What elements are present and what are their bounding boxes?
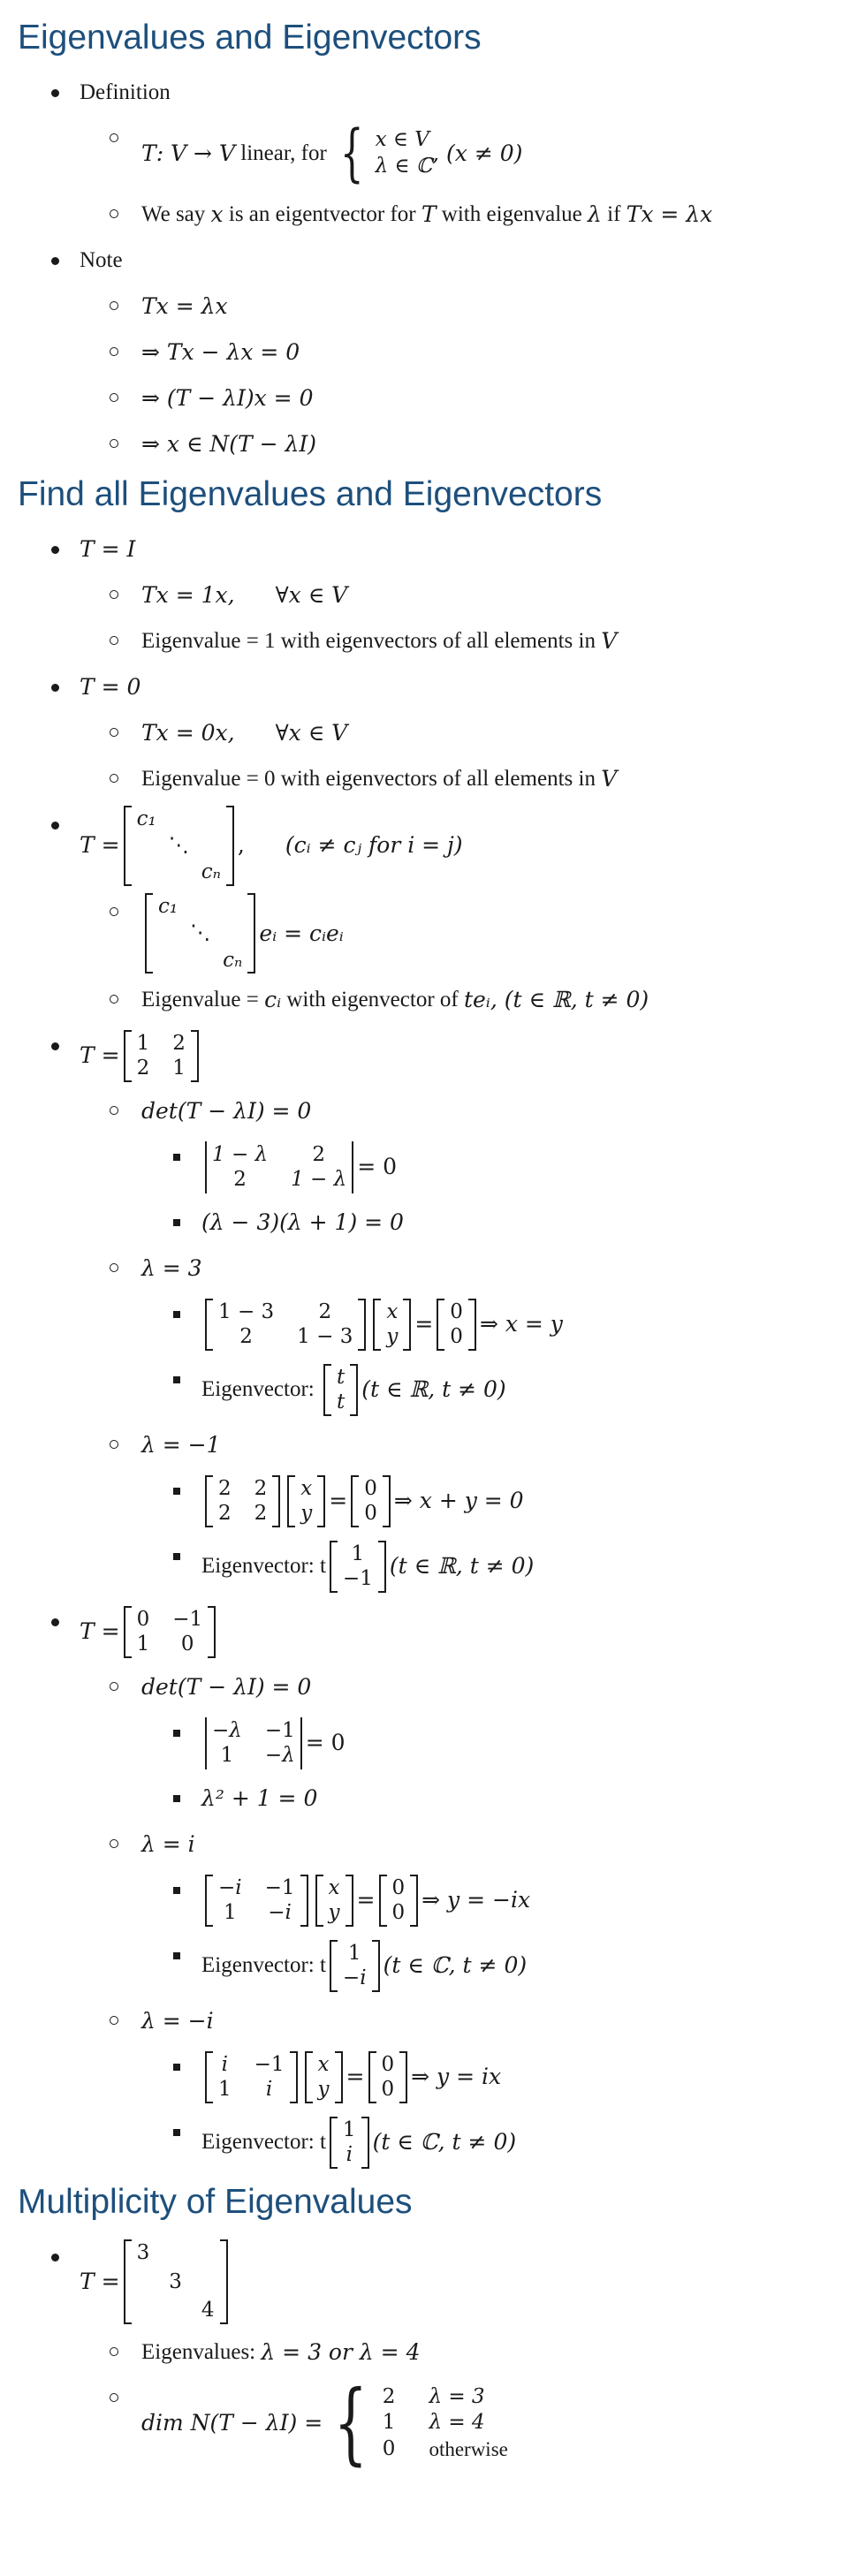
c2-a: Tx = 0x, [141,719,235,746]
c5-det-item [80,1664,843,1822]
c5-l1-res: ⇒ y = −ix [422,1887,531,1913]
def-cases: { x ∈ V λ ∈ ℂ [339,117,433,190]
c4-l2-y: y [300,1502,313,1526]
mult-case [18,2234,843,2475]
c4-m-3: 1 [172,1057,186,1080]
c5-l1-eq-item [141,1868,843,1933]
c5-matrix [124,1606,216,1658]
c5-l1-vec-1: −i [342,1966,367,1990]
c4-l1-xy [373,1299,411,1351]
c5-l1m-1: −1 [264,1875,295,1899]
c4-fact-item [141,1200,843,1246]
c4-detm-1: 2 [312,1142,325,1166]
case-zero [18,664,843,802]
section-2-list [18,527,843,2176]
c5-l1-zero [379,1875,419,1927]
c4-det-item [80,1088,843,1246]
c5-poly-item [141,1776,843,1822]
c4-l2-xy [287,1475,325,1527]
case-diagonal-a [80,890,843,977]
c5-l2-eqsign: = [346,2064,365,2090]
def-linear-text: linear, for [235,140,333,165]
c4-l2-z1: 0 [364,1502,377,1526]
c1-b-V: V [601,627,618,654]
def-T: T [141,140,156,166]
c5-lambda-mi [80,1998,843,2175]
def-cond: , (x ≠ 0) [432,140,523,166]
c5-l2m-0: i [221,2052,228,2076]
section-3-list [18,2234,843,2475]
diag2-c1: c₁ [158,894,178,918]
case-zero-head: T = 0 [80,673,141,700]
c5-l2-res: ⇒ y = ix [411,2064,502,2090]
c4-l1-vec-0: t [336,1365,346,1389]
c4-l2-vec [330,1541,386,1593]
diag2-cn: cₙ [223,948,243,972]
c4-l2-ev-item [141,1534,843,1599]
c4-l2-cond: (t ∈ ℝ, t ≠ 0) [389,1553,535,1580]
c4-l1-eqsign: = [414,1311,434,1337]
c4-lambda-m1 [80,1422,843,1599]
c4-detm-2: 2 [233,1168,247,1192]
s3-ev-vals: λ = 3 or λ = 4 [261,2339,421,2366]
note-label: Note [80,247,123,272]
c5-det-matrix-item [141,1710,843,1776]
c4-l2-ev: Eigenvector: t [201,1554,326,1579]
definition-linear [80,116,843,192]
note-1 [80,284,843,330]
c5-l1-xy [315,1875,353,1927]
diag-cn: cₙ [201,860,221,884]
c5-l2-z0: 0 [381,2052,395,2076]
c5-l2-y: y [317,2078,330,2102]
s3-head: T = [80,2269,120,2295]
c5-m-1: −1 [172,1607,203,1631]
c5-l2-vec-0: 1 [342,2118,356,2141]
c5-lambda-i [80,1822,843,1998]
c4-l1-vec [323,1364,358,1416]
c5-det: det(T − λI) = 0 [141,1674,312,1701]
c4-head: T = [80,1042,120,1069]
c5-l1-cond: (t ∈ ℂ, t ≠ 0) [383,1952,528,1979]
we-say-a: We say [141,201,211,226]
c5-l1m-2: 1 [224,1901,237,1925]
c4-l1m-3: 1 − 3 [297,1325,353,1349]
c4-m-2: 2 [136,1057,150,1080]
c4-detm-0: 1 − λ [212,1142,269,1166]
diag-c1: c₁ [136,807,156,830]
c5-detm-3: −λ [264,1744,295,1768]
c5-detm-2: 1 [220,1744,234,1768]
c4-l1-ev-item [141,1357,843,1422]
c5-poly: λ² + 1 = 0 [201,1785,318,1812]
c5-l1: λ = i [141,1831,195,1858]
c5-l2-xy [305,2051,343,2103]
diag-matrix-2 [145,893,255,974]
c4-l1-cond: (t ∈ ℝ, t ≠ 0) [361,1376,506,1403]
c2-b-text: Eigenvalue = 0 with eigenvectors of all elements in [141,766,602,791]
c4-l1m-2: 2 [239,1325,253,1349]
c5-l2-ev: Eigenvector: t [201,2130,326,2155]
c5-l1-eqsign: = [356,1887,376,1913]
case-diagonal-b [80,977,843,1023]
c1-a2: ∀x ∈ V [275,581,348,608]
case-identity [18,527,843,664]
c5-l2-vec-1: i [346,2143,353,2167]
c3-a-tail: eᵢ = cᵢeᵢ [259,920,344,946]
note-4 [80,421,843,467]
definition-we-say [80,192,843,238]
note-4-text: ⇒ x ∈ N(T − λI) [141,430,317,457]
s3-case-0-cond: λ = 3 [429,2384,485,2408]
c3-tail: , [237,832,245,859]
case-diagonal [18,802,843,1024]
c5-m-0: 0 [136,1607,150,1631]
c4-l1: λ = 3 [141,1255,202,1282]
section-title-eigen: Eigenvalues and Eigenvectors [18,19,482,57]
c5-detm-1: −1 [264,1718,295,1742]
c5-l2-vec [330,2117,369,2169]
c4-fact: (λ − 3)(λ + 1) = 0 [201,1209,404,1236]
c4-l1m-0: 1 − 3 [218,1299,275,1323]
c3-b-c: , (t ∈ ℝ, t ≠ 0) [490,987,649,1013]
c4-l1-res: ⇒ x = y [479,1311,563,1337]
c4-l1m-1: 2 [318,1299,332,1323]
c5-detm-0: −λ [212,1718,242,1742]
c5-l1-z0: 0 [391,1875,406,1899]
definition-label: Definition [80,80,171,104]
c3-b-a: Eigenvalue = [141,988,265,1012]
s3-case-1-cond: λ = 4 [429,2411,485,2435]
c4-m-1: 2 [172,1031,186,1055]
c4-l1-ev: Eigenvector: [201,1377,320,1402]
c4-l2m-2: 2 [218,1502,232,1526]
c5-l1m-3: −i [268,1901,292,1925]
c3-b-b: with eigenvector of [281,988,464,1012]
c5-m-3: 0 [180,1633,194,1656]
c5-l2-x: x [317,2052,330,2076]
c5-l2-matrix [205,2051,298,2103]
c4-l1-y: y [386,1325,399,1349]
c4-l2-eq-item [141,1468,843,1534]
c4-l1-x: x [386,1299,399,1323]
s3-diag-1: 3 [169,2269,182,2293]
s3-dim [80,2371,843,2475]
c3-b-ci: cᵢ [264,987,282,1013]
c4-l2m-1: 2 [254,1476,268,1500]
c4-det-matrix-item [141,1134,843,1200]
c5-l2m-1: −1 [254,2052,285,2076]
s3-case-1-val: 1 [382,2411,396,2435]
we-say-d: if [601,201,627,226]
c2-b-V: V [601,765,618,792]
c5-l1-x: x [328,1875,340,1899]
section-title-multiplicity: Multiplicity of Eigenvalues [18,2183,413,2222]
c5-l1-ev-item [141,1933,843,1998]
c5-head: T = [80,1618,120,1645]
def-case-2: λ ∈ ℂ [375,154,433,178]
note-2-text: ⇒ Tx − λx = 0 [141,338,300,365]
s3-diag-matrix [124,2239,228,2323]
c5-m-2: 1 [136,1633,150,1656]
c4-m-0: 1 [136,1031,150,1055]
c4-l1-z1: 0 [450,1325,463,1349]
c4-l2m-0: 2 [218,1476,232,1500]
note-3-text: ⇒ (T − λI)x = 0 [141,384,314,411]
note-1-text: Tx = λx [141,292,228,319]
note-item [18,238,843,467]
c5-l2-z1: 0 [381,2078,395,2102]
c4-det-eq: = 0 [357,1154,398,1180]
c5-l2-eq-item [141,2044,843,2110]
c5-l1-vec [330,1940,380,1992]
c5-l1-z1: 0 [391,1901,406,1925]
c4-l1-matrix [205,1299,366,1351]
section-1-list [18,70,843,467]
c5-l2: λ = −i [141,2008,214,2034]
case-identity-head: T = I [80,535,136,562]
we-say-c: with eigenvalue [436,201,589,226]
c3-b-tei: teᵢ [463,987,490,1013]
case-identity-a [80,572,843,618]
c4-l2: λ = −1 [141,1432,221,1458]
note-2 [80,330,843,375]
c4-l2-z0: 0 [364,1476,377,1500]
c5-l2m-2: 1 [218,2078,232,2102]
s3-eigenvalues [80,2330,843,2375]
s3-dim-label: dim N(T − λI) = [141,2410,323,2436]
c3-head: T = [80,832,120,859]
case-rotation [18,1599,843,2175]
c4-lambda-3 [80,1246,843,1422]
def-case-1: x ∈ V [375,128,429,152]
c4-l2-zero [351,1475,391,1527]
we-say-b: is an eigentvector for [223,201,422,226]
c4-l1-eq-item [141,1292,843,1357]
c2-a2: ∀x ∈ V [275,719,348,746]
c4-l1-zero [437,1299,476,1351]
c1-b-text: Eigenvalue = 1 with eigenvectors of all elements in [141,628,602,653]
case-identity-b [80,618,843,664]
s3-dim-cases: { 2 λ = 3 1 λ = 4 0 otherwise [333,2371,508,2475]
c5-l2m-3: i [265,2078,273,2102]
def-map: : V → V [156,140,236,166]
case-symmetric [18,1023,843,1599]
we-say-lambda: λ [588,201,602,227]
c1-a: Tx = 1x, [141,581,235,608]
c4-l2-x: x [300,1476,313,1500]
c5-l2-cond: (t ∈ ℂ, t ≠ 0) [372,2129,517,2156]
c5-det-eq: = 0 [305,1730,346,1756]
c4-l1-z0: 0 [450,1299,463,1323]
c4-det-matrix [205,1141,353,1193]
s3-diag-0: 3 [136,2241,150,2265]
c4-l2-eqsign: = [329,1488,348,1514]
diag-matrix [124,806,234,886]
we-say-eq: Tx = λx [626,201,713,227]
note-3 [80,375,843,421]
case-zero-a [80,710,843,756]
s3-ev-text: Eigenvalues: [141,2340,262,2365]
c5-l2-ev-item [141,2110,843,2175]
we-say-x: x [210,201,224,227]
we-say-T: T [421,201,437,227]
c4-l2-vec-0: 1 [351,1542,365,1565]
diag2-dots: ⋱ [190,921,211,945]
c5-l1m-0: −i [218,1875,242,1899]
c4-l2-matrix [205,1475,280,1527]
c5-l1-matrix [205,1875,308,1927]
c4-l1-vec-1: t [336,1390,346,1414]
case-zero-b [80,756,843,802]
c5-l1-ev: Eigenvector: t [201,1953,326,1978]
s3-case-2-val: 0 [382,2436,396,2460]
c5-l1-y: y [328,1901,340,1925]
diag-dots: ⋱ [168,834,189,858]
c5-l2-zero [368,2051,408,2103]
c4-detm-3: 1 − λ [291,1168,347,1192]
c5-det-matrix [205,1717,302,1769]
s3-case-2-cond: otherwise [429,2437,508,2460]
definition-item [18,70,843,238]
c4-l2-vec-1: −1 [342,1567,373,1591]
c4-l2-res: ⇒ x + y = 0 [393,1488,524,1514]
c4-det: det(T − λI) = 0 [141,1098,312,1125]
c3-cond-text: (cᵢ ≠ cⱼ for i = j) [285,832,463,859]
section-title-find: Find all Eigenvalues and Eigenvectors [18,474,603,513]
c4-matrix [124,1030,199,1082]
c5-l1-vec-0: 1 [347,1941,361,1965]
s3-case-0-val: 2 [382,2384,396,2408]
c4-l2m-3: 2 [254,1502,268,1526]
s3-diag-2: 4 [201,2299,215,2322]
